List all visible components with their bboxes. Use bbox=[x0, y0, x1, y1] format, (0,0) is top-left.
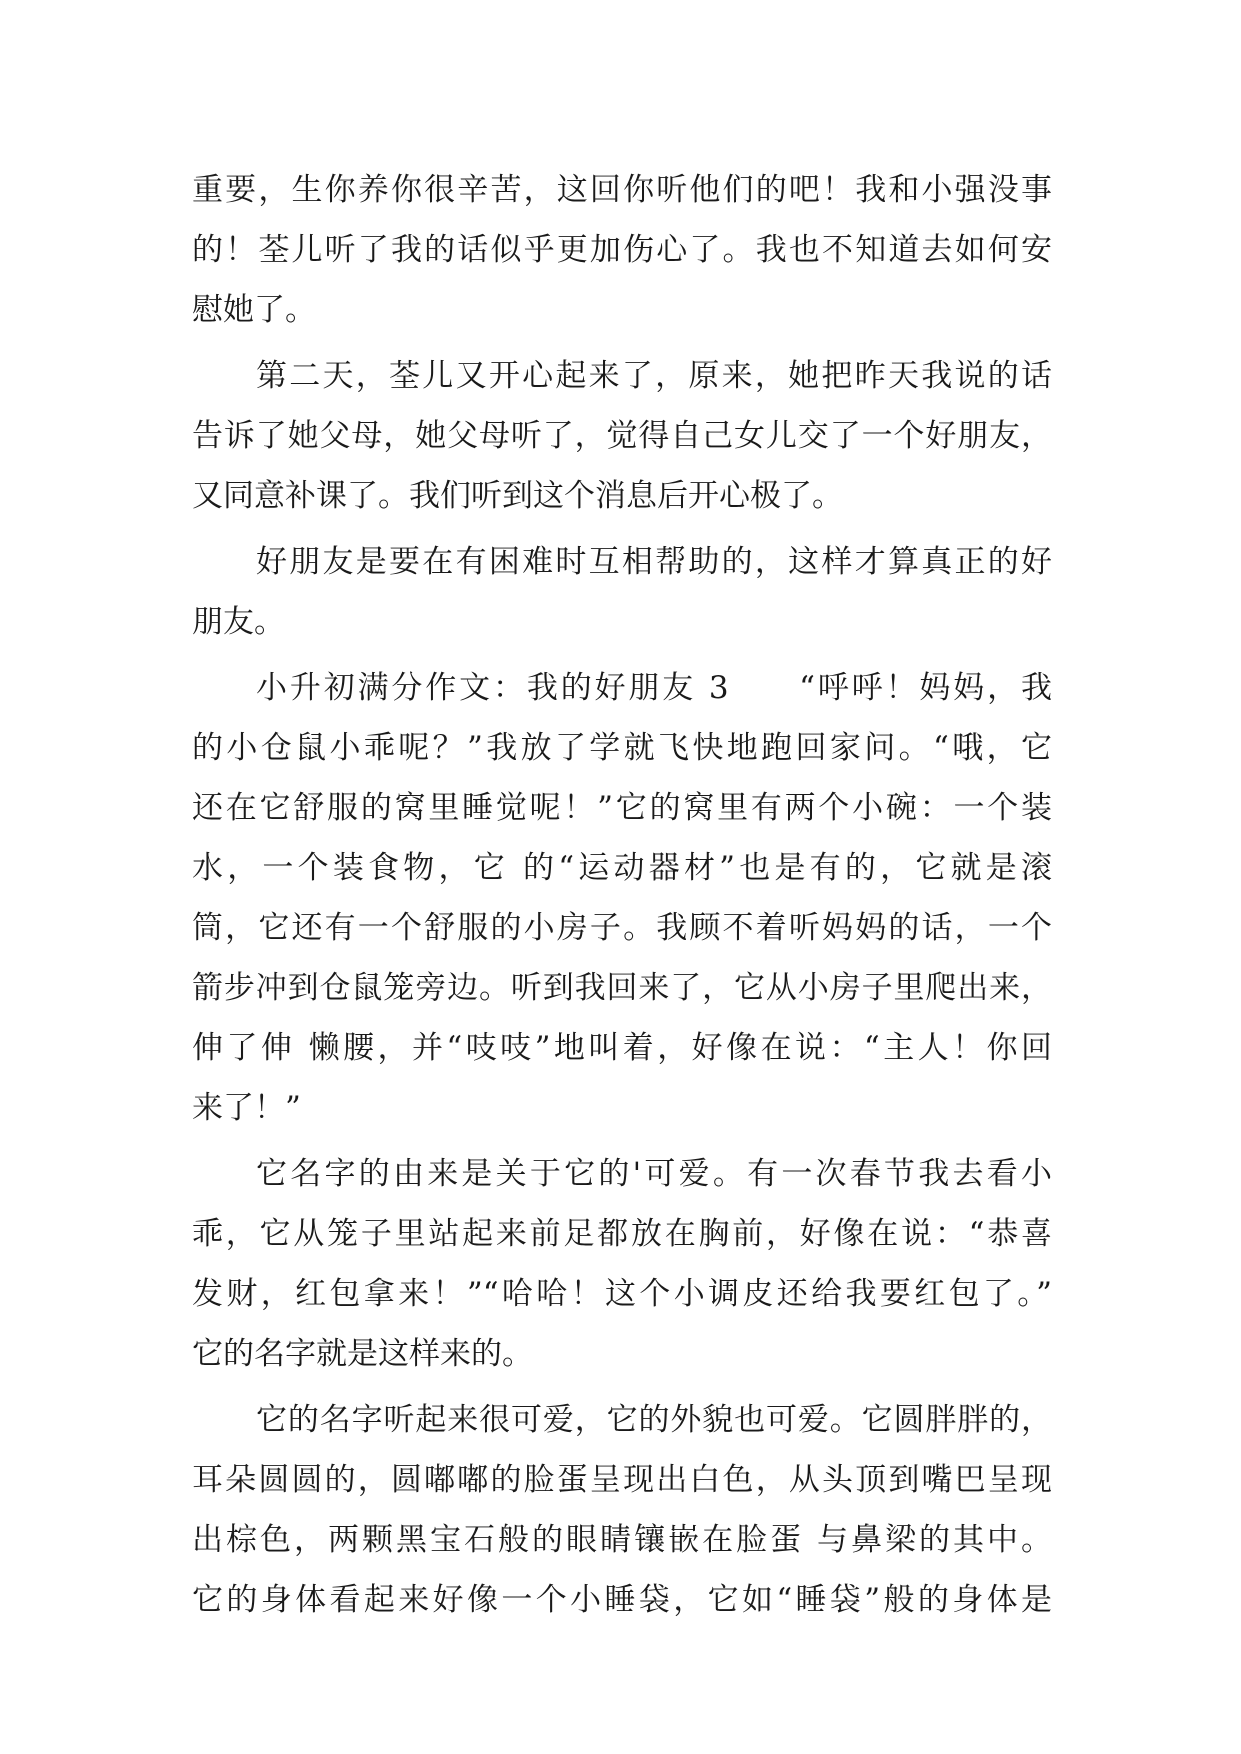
text-line: 筒，它还有一个舒服的小房子。我顾不着听妈妈的话，一个 bbox=[192, 910, 1052, 946]
text-line: 的小仓鼠小乖呢？”我放了学就飞快地跑回家问。“哦，它 bbox=[192, 730, 1052, 766]
text-line: 耳朵圆圆的，圆嘟嘟的脸蛋呈现出白色，从头顶到嘴巴呈现 bbox=[192, 1462, 1052, 1498]
text-line: 乖，它从笼子里站起来前足都放在胸前，好像在说：“恭喜 bbox=[192, 1216, 1052, 1252]
text-line: 又同意补课了。我们听到这个消息后开心极了。 bbox=[192, 478, 843, 514]
text-line: 重要，生你养你很辛苦，这回你听他们的吧！我和小强没事 bbox=[192, 172, 1052, 208]
text-line: 它的名字就是这样来的。 bbox=[192, 1336, 533, 1372]
text-line: 发财，红包拿来！”“哈哈！这个小调皮还给我要红包了。” bbox=[192, 1276, 1052, 1312]
text-line: 朋友。 bbox=[192, 604, 285, 640]
text-line: 它的名字听起来很可爱，它的外貌也可爱。它圆胖胖的， bbox=[256, 1402, 1052, 1438]
text-line: 伸了伸 懒腰，并“吱吱”地叫着，好像在说：“主人！你回 bbox=[192, 1030, 1052, 1066]
text-line: 慰她了。 bbox=[192, 292, 316, 328]
text-line: 它名字的由来是关于它的'可爱。有一次春节我去看小 bbox=[256, 1156, 1052, 1192]
text-line: 它的身体看起来好像一个小睡袋，它如“睡袋”般的身体是 bbox=[192, 1582, 1052, 1618]
text-line: 好朋友是要在有困难时互相帮助的，这样才算真正的好 bbox=[256, 544, 1052, 580]
text-line: 第二天，荃儿又开心起来了，原来，她把昨天我说的话 bbox=[256, 358, 1052, 394]
text-line: 告诉了她父母，她父母听了，觉得自己女儿交了一个好朋友， bbox=[192, 418, 1052, 454]
section-heading-line: 小升初满分作文：我的好朋友 3 “呼呼！妈妈，我 bbox=[256, 670, 1052, 706]
text-line: 箭步冲到仓鼠笼旁边。听到我回来了，它从小房子里爬出来， bbox=[192, 970, 1052, 1006]
text-line: 的！荃儿听了我的话似乎更加伤心了。我也不知道去如何安 bbox=[192, 232, 1052, 268]
text-line: 水，一个装食物，它 的“运动器材”也是有的，它就是滚 bbox=[192, 850, 1052, 886]
article-body bbox=[192, 160, 1052, 1630]
text-line: 来了！” bbox=[192, 1090, 301, 1126]
text-line: 出棕色，两颗黑宝石般的眼睛镶嵌在脸蛋 与鼻梁的其中。 bbox=[192, 1522, 1052, 1558]
text-line: 还在它舒服的窝里睡觉呢！”它的窝里有两个小碗：一个装 bbox=[192, 790, 1052, 826]
